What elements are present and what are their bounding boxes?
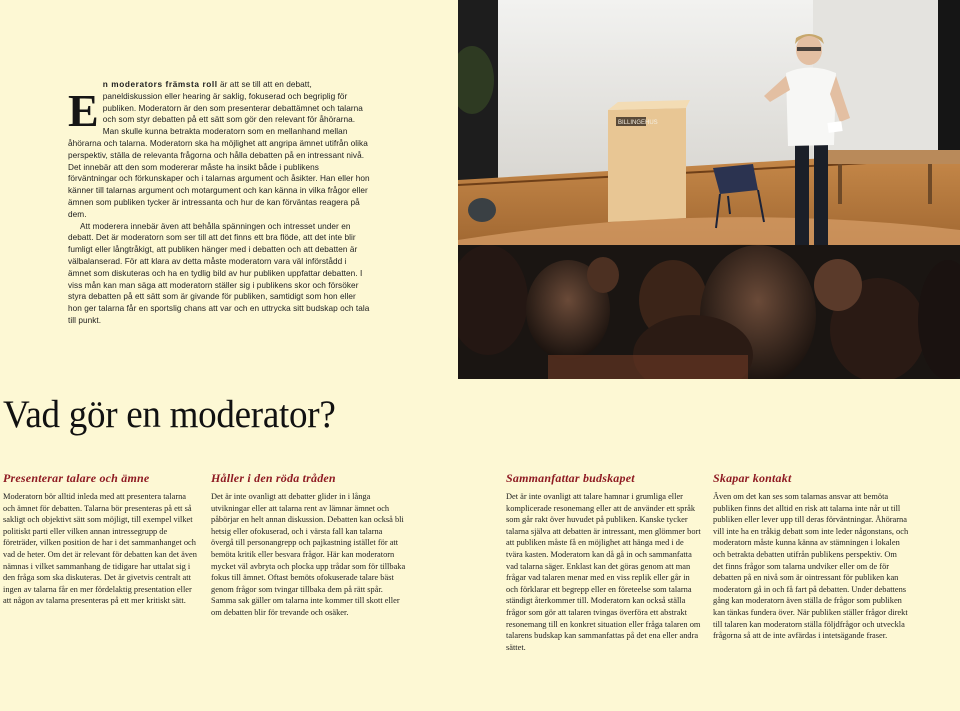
intro-article [68,79,370,327]
column-heading: Presenterar talare och ämne [3,471,150,485]
column-body: Moderatorn bör alltid inleda med att presentera talarna och ämnet för debatten. Talarna bör presenteras på ett så sakligt och objektivt sätt som möjligt, till exempel vilket politiskt parti eller vilken annan intressegrupp de företräder, vilken position de har i det sammanhanget och vad de heter. Om det är relevant för debatten kan det även nämnas i vilket sammanhang de tidigare har uttalat sig i den fråga som ska diskuteras. Det är givetvis centralt att ingen av talarna får en mer fördelaktig presentation eller att någon av talarna presenteras på ett mer kritiskt sätt. [3,492,197,606]
column-heading: Håller i den röda tråden [211,471,336,485]
column-body: Även om det kan ses som talarnas ansvar att bemöta publiken finns det alltid en risk att talarna inte når ut till publiken eller lever upp till deras förväntningar. Åhörarna vill inte ha en tråkig debatt som inte leder någonstans, och moderatorn måste kunna känna av stämningen i lokalen och betrakta debatten utifrån publikens perspektiv. Om det finns frågor som talarna undviker eller om de för debatten på en nivå som är ointressant för publiken kan moderatorn gå in och få fart på debatten. Under debattens gång kan moderatorn även ställa de frågor som publiken kan tänkas fundera över. När publiken ställer frågor direkt till talaren kan moderatorn ställa följdfrågor och utveckla frågorna så att de inte avfärdas i intetsägande fraser. [713,492,909,641]
intro-paragraph-1-text: är att se till att en debatt, paneldiskussion eller hearing är saklig, fokuserad och begriplig för publiken. Moderatorn är den som presenterar debattämnet och talarna och som styr debatten på ett sätt som gör den relevant för åhörarna. Man skulle kunna betrakta moderatorn som en mellanhand mellan åhörarna och talarna. Moderatorn ska ha möjlighet att angripa ämnet utifrån olika perspektiv, ställa de relevanta frågorna och hålla debatten på en intressant nivå. Det innebär att den som modererar måste ha insikt både i publikens förväntningar och förkunskaper och i talarnas argument och åsikter. Han eller hon känner till talarnas argument och motargument och kan känna in vilka frågor eller ämnen som publiken tycker är intressanta och hur de kan förväntas reagera på dem. [68,80,370,219]
column-heading: Sammanfattar budskapet [506,471,635,485]
column-contact [713,471,909,642]
page-headline: Vad gör en moderator? [3,393,336,436]
speaker-photo-illustration [458,0,960,379]
podium-sign: BILLINGEHUS [618,120,658,126]
dropcap-letter: E [68,85,99,136]
intro-kicker: n moderators främsta roll [102,80,218,89]
column-red-thread [211,471,407,619]
column-summarize [506,471,702,653]
intro-paragraph-2: Att moderera innebär även att behålla spänningen och intresset under en debatt. Det är moderatorn som ser till att det finns ett bra flöde, att det inte blir fumligt eller långtråkigt, att publiken hänger med i debatten och att debatten är välbalanserad. För att klara av detta måste moderatorn vara väl införstådd i ämnet som diskuteras och ha en tydlig bild av hur publiken uppfattar debatten. I viss mån kan man säga att moderatorn ställer sig i publikens skor och försöker styra debatten på ett sätt som är givande för publiken, samtidigt som hon eller hon ger talarna får en sportslig chans att var och en uttrycka sitt budskap och tala till punkt. [68,221,370,325]
column-body: Det är inte ovanligt att debatter glider in i långa utvikningar eller att talarna rent av lämnar ämnet och påbörjar en helt annan diskussion. Debatten kan också bli hetsig eller ofokuserad, och i värsta fall kan talarna övergå till personangrepp och pajkastning istället för att bemöta kritik eller besvara frågor. Här kan moderatorn mycket väl avbryta och plocka upp trådar som för tillbaka fokus till ämnet. Oftast bemöts ofokuserade talare bäst genom frågor som tvingar tillbaka dem på rätt spår. Samma sak gäller om talarna inte kommer till skott eller om debatten blir för trevande och osäker. [211,492,406,617]
column-heading: Skapar kontakt [713,471,792,485]
column-body: Det är inte ovanligt att talare hamnar i grumliga eller komplicerade resonemang eller att de använder ett språk som går rakt över huvudet på publiken. Kanske tycker talarna själva att debatten är intressant, men glömmer bort att publiken måste få en möjlighet att hänga med i de tvära kasten. Moderatorn kan då gå in och sammanfatta vad talarna säger. Enklast kan det göras genom att man frågar vad talaren menar med en viss replik eller går in och förklarar ett begrepp eller en företeelse som talarna ständigt återkommer till. Moderatorn kan också ställa frågor som gör att talaren tvingas överföra ett abstrakt resonemang till en konkret situation eller fråga talaren om talarens budskap kan sammanfattas på det ena eller andra sättet. [506,492,701,652]
speaker-photo [458,0,960,379]
column-presenting [3,471,199,607]
intro-paragraph-1 [68,79,370,221]
